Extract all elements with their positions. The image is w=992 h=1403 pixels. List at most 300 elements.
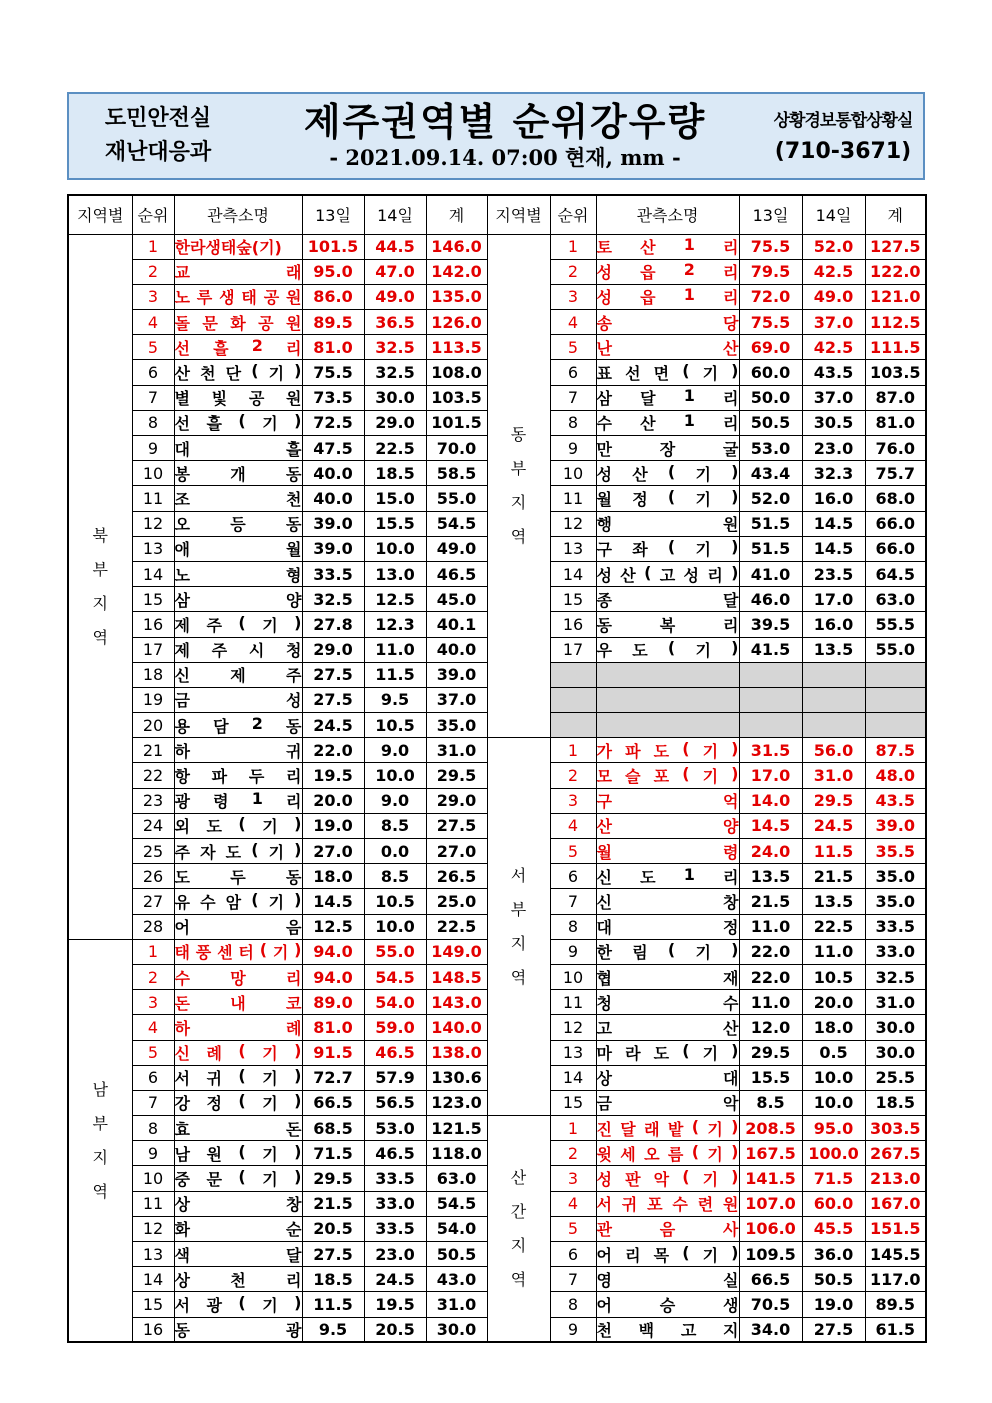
day14-rainfall-cell: 24.5 <box>364 1267 426 1292</box>
station-name-cell <box>596 385 739 410</box>
total-rainfall-cell: 31.0 <box>426 1292 487 1317</box>
station-name-char: 제 <box>174 615 190 635</box>
station-name-cell <box>596 738 739 763</box>
station-name-char: 색 <box>174 1245 190 1265</box>
total-rainfall-cell: 32.5 <box>865 964 926 989</box>
rank-cell: 14 <box>132 1267 174 1292</box>
region-label-char: 산 <box>510 1167 527 1187</box>
station-name-char: 서 <box>174 1069 190 1089</box>
station-name-char: 담 <box>213 716 229 736</box>
rank-cell: 10 <box>132 1166 174 1191</box>
day14-rainfall-cell: 16.0 <box>802 486 865 511</box>
day14-rainfall-cell: 21.5 <box>802 864 865 889</box>
station-name-char: 1 <box>683 285 695 305</box>
station-name-char: 포 <box>653 767 670 787</box>
station-name <box>175 890 302 913</box>
table-header-row <box>68 195 926 234</box>
station-name-char: 터 <box>238 943 254 963</box>
rank-cell: 1 <box>550 738 596 763</box>
day13-rainfall-cell: 66.5 <box>302 1090 364 1115</box>
station-name-char: 금 <box>596 1094 612 1114</box>
day13-rainfall-cell: 20.5 <box>302 1216 364 1241</box>
station-name-char: ( <box>682 1167 690 1187</box>
department-name: 도민안전실 <box>104 106 212 131</box>
station-name-char: 실 <box>723 1270 739 1290</box>
station-name-char: 정 <box>723 918 739 938</box>
day14-rainfall-cell: 33.0 <box>364 1191 426 1216</box>
station-name-char: ( <box>251 361 259 381</box>
total-rainfall-cell: 31.0 <box>426 738 487 763</box>
empty-cell <box>802 713 865 738</box>
station-name <box>597 966 739 989</box>
day13-rainfall-cell: 32.5 <box>302 587 364 612</box>
station-name-char: 사 <box>723 1220 739 1240</box>
station-name-char: 유 <box>174 892 190 912</box>
region-label-cell <box>487 738 550 1116</box>
empty-cell <box>865 713 926 738</box>
day14-rainfall-cell: 100.0 <box>802 1141 865 1166</box>
total-rainfall-cell: 143.0 <box>426 990 487 1015</box>
station-name-char: 정 <box>632 489 648 509</box>
day14-rainfall-cell: 45.5 <box>802 1216 865 1241</box>
station-name-char: 대 <box>174 439 190 459</box>
total-rainfall-cell: 58.5 <box>426 461 487 486</box>
station-name <box>597 411 739 434</box>
station-name-char: 음 <box>659 1220 676 1240</box>
station-name-cell <box>596 259 739 284</box>
station-name-char: ) <box>731 486 739 506</box>
day13-rainfall-cell: 51.5 <box>739 536 802 561</box>
station-name <box>175 739 302 762</box>
station-name-char: 례 <box>206 1044 222 1064</box>
total-rainfall-cell: 103.5 <box>865 360 926 385</box>
total-rainfall-cell: 118.0 <box>426 1141 487 1166</box>
day13-rainfall-cell: 73.5 <box>302 385 364 410</box>
day13-rainfall-cell: 94.0 <box>302 939 364 964</box>
station-name-char: 1 <box>683 235 695 255</box>
station-name-char: 화 <box>174 1220 190 1240</box>
rank-cell: 3 <box>132 284 174 309</box>
station-name-char: 리 <box>286 968 302 988</box>
rank-cell: 1 <box>132 234 174 259</box>
station-name-char: ( <box>682 1242 690 1262</box>
day13-rainfall-cell: 27.5 <box>302 687 364 712</box>
total-rainfall-cell: 113.5 <box>426 335 487 360</box>
day14-rainfall-cell: 22.5 <box>802 914 865 939</box>
station-name-char: ) <box>294 1141 302 1161</box>
region-label-char: 서 <box>510 865 527 885</box>
total-rainfall-cell: 103.5 <box>426 385 487 410</box>
station-name <box>175 940 302 963</box>
day13-rainfall-cell: 29.0 <box>302 637 364 662</box>
day13-rainfall-cell: 47.5 <box>302 436 364 461</box>
station-name-char: 2 <box>251 713 263 733</box>
station-name-cell <box>596 939 739 964</box>
station-name-char: 주 <box>286 666 302 686</box>
day13-rainfall-cell: 34.0 <box>739 1317 802 1342</box>
station-name-char: ( <box>238 1292 246 1312</box>
station-name-char: 백 <box>638 1320 655 1340</box>
station-name-char: 천 <box>596 1320 612 1340</box>
station-name-char: 리 <box>286 792 302 812</box>
station-name-cell <box>596 536 739 561</box>
station-name-char: ) <box>731 1116 739 1136</box>
station-name-char: 달 <box>620 1119 636 1139</box>
total-rainfall-cell: 81.0 <box>865 410 926 435</box>
station-name-char: 달 <box>723 590 739 610</box>
rank-cell: 3 <box>550 788 596 813</box>
rank-cell: 1 <box>550 1116 596 1141</box>
rank-cell: 13 <box>550 1040 596 1065</box>
day14-rainfall-cell: 37.0 <box>802 385 865 410</box>
division-name: 재난대응과 <box>104 140 212 165</box>
station-name <box>175 814 302 837</box>
station-name-char: 창 <box>286 1195 302 1215</box>
day13-rainfall-cell: 15.5 <box>739 1065 802 1090</box>
day14-rainfall-cell: 33.5 <box>364 1166 426 1191</box>
station-name-char: 교 <box>174 263 190 283</box>
day13-rainfall-cell: 51.5 <box>739 511 802 536</box>
day14-rainfall-cell: 18.0 <box>802 1015 865 1040</box>
station-name-char: 산 <box>620 565 636 585</box>
report-timestamp: - 2021.09.14. 07:00 현재, mm - <box>329 145 681 170</box>
day14-rainfall-cell: 16.0 <box>802 612 865 637</box>
total-rainfall-cell: 66.0 <box>865 536 926 561</box>
station-name <box>597 1293 739 1316</box>
station-name-char: 수 <box>723 993 739 1013</box>
station-name-cell <box>596 813 739 838</box>
rank-cell: 16 <box>550 612 596 637</box>
day14-rainfall-cell: 23.5 <box>802 561 865 586</box>
station-name-char: 포 <box>647 1195 663 1215</box>
station-name-char: 진 <box>596 1119 612 1139</box>
station-name <box>175 688 302 711</box>
day14-rainfall-cell: 52.0 <box>802 234 865 259</box>
station-name-cell <box>596 561 739 586</box>
day14-rainfall-cell: 42.5 <box>802 259 865 284</box>
station-name-cell <box>596 1292 739 1317</box>
station-name-char: 성 <box>596 1170 612 1190</box>
station-name <box>597 260 739 283</box>
empty-cell <box>550 687 596 712</box>
station-name-char: ( <box>238 1041 246 1061</box>
station-name-char: 난 <box>596 338 612 358</box>
station-name-cell <box>174 461 302 486</box>
station-name: 한라생태숲(기) <box>174 238 282 258</box>
rank-cell: 8 <box>550 1292 596 1317</box>
day13-rainfall-cell: 72.0 <box>739 284 802 309</box>
station-name-char: 애 <box>174 540 190 560</box>
region-label-char: 지 <box>92 593 108 613</box>
station-name <box>597 940 739 963</box>
day14-rainfall-cell: 11.5 <box>802 839 865 864</box>
station-name-char: ( <box>667 537 676 557</box>
day14-rainfall-cell: 32.3 <box>802 461 865 486</box>
day14-rainfall-cell: 30.5 <box>802 410 865 435</box>
station-name-char: 흘 <box>213 338 229 358</box>
day13-rainfall-cell: 39.0 <box>302 536 364 561</box>
total-rainfall-cell: 30.0 <box>426 1317 487 1342</box>
station-name-char: 성 <box>596 565 612 585</box>
station-name-char: 생 <box>723 1295 739 1315</box>
station-name-char: 1 <box>683 386 695 406</box>
day14-rainfall-cell: 57.9 <box>364 1065 426 1090</box>
total-rainfall-cell: 35.5 <box>865 839 926 864</box>
station-name-char: 리 <box>707 565 723 585</box>
rank-cell: 23 <box>132 788 174 813</box>
station-name-cell <box>174 561 302 586</box>
day13-rainfall-cell: 11.5 <box>302 1292 364 1317</box>
station-name-cell <box>174 410 302 435</box>
station-name-char: 빛 <box>211 389 228 409</box>
rank-cell: 6 <box>132 1065 174 1090</box>
station-name-char: 한 <box>596 943 612 963</box>
day14-rainfall-cell: 22.5 <box>364 436 426 461</box>
station-name-char: 만 <box>596 439 612 459</box>
day14-rainfall-cell: 15.0 <box>364 486 426 511</box>
station-name-char: 산 <box>640 238 656 258</box>
station-name <box>175 1091 302 1114</box>
day14-rainfall-cell: 46.5 <box>364 1141 426 1166</box>
day14-rainfall-cell: 19.5 <box>364 1292 426 1317</box>
region-label-char: 역 <box>510 526 527 546</box>
day13-rainfall-cell: 11.0 <box>739 990 802 1015</box>
station-name-char: 파 <box>625 741 641 761</box>
region-label-char: 남 <box>92 1079 108 1099</box>
station-name-char: 기 <box>262 817 278 837</box>
total-rainfall-cell: 303.5 <box>865 1116 926 1141</box>
total-rainfall-cell: 55.0 <box>426 486 487 511</box>
station-name-char: 도 <box>653 741 670 761</box>
station-name-char: 태 <box>241 288 257 308</box>
total-rainfall-cell: 50.5 <box>426 1242 487 1267</box>
day13-rainfall-cell: 72.7 <box>302 1065 364 1090</box>
day13-rainfall-cell: 14.5 <box>302 889 364 914</box>
day14-rainfall-cell: 11.5 <box>364 662 426 687</box>
station-name-char: 장 <box>659 439 676 459</box>
station-name-char: 중 <box>174 1170 190 1190</box>
day13-rainfall-cell: 89.5 <box>302 310 364 335</box>
station-name-char: 제 <box>174 641 190 661</box>
rainfall-ranking-table <box>67 194 927 1343</box>
day13-rainfall-cell: 79.5 <box>739 259 802 284</box>
station-name-char: 마 <box>596 1044 612 1064</box>
day13-rainfall-cell: 70.5 <box>739 1292 802 1317</box>
total-rainfall-cell: 39.0 <box>426 662 487 687</box>
station-name-char: 월 <box>596 842 612 862</box>
day14-rainfall-cell: 56.0 <box>802 738 865 763</box>
total-rainfall-cell: 35.0 <box>865 864 926 889</box>
total-rainfall-cell: 148.5 <box>426 964 487 989</box>
rank-cell: 15 <box>132 587 174 612</box>
region-label-char: 역 <box>510 1269 527 1289</box>
station-name-char: 흘 <box>286 439 302 459</box>
rank-cell: 22 <box>132 763 174 788</box>
total-rainfall-cell: 101.5 <box>426 410 487 435</box>
day13-rainfall-cell: 39.0 <box>302 511 364 536</box>
station-name-char: 등 <box>230 515 246 535</box>
station-name-char: 굴 <box>723 439 739 459</box>
station-name-char: 청 <box>286 641 302 661</box>
station-name-char: 읍 <box>640 263 656 283</box>
day13-rainfall-cell: 107.0 <box>739 1191 802 1216</box>
station-name-char: 어 <box>596 1245 612 1265</box>
station-name-char: ( <box>691 1141 699 1161</box>
region-label-char: 지 <box>510 1235 527 1255</box>
rank-cell: 3 <box>550 284 596 309</box>
rank-cell: 12 <box>550 1015 596 1040</box>
total-rainfall-cell: 46.5 <box>426 561 487 586</box>
region-label-char: 북 <box>92 525 108 545</box>
day14-rainfall-cell: 0.5 <box>802 1040 865 1065</box>
station-name-cell <box>596 964 739 989</box>
empty-cell <box>596 662 739 687</box>
station-name-char: 태 <box>174 943 190 963</box>
station-name <box>597 311 739 334</box>
rank-cell: 26 <box>132 864 174 889</box>
station-name-char: 선 <box>625 364 641 384</box>
total-rainfall-cell: 33.0 <box>865 939 926 964</box>
day14-rainfall-cell: 23.0 <box>802 436 865 461</box>
station-name-char: 1 <box>683 864 695 884</box>
station-name-char: 가 <box>596 741 612 761</box>
rank-cell: 7 <box>550 385 596 410</box>
station-name <box>175 311 302 334</box>
rank-cell: 9 <box>550 436 596 461</box>
station-name-char: 령 <box>723 842 739 862</box>
station-name-char: ( <box>259 940 267 960</box>
total-rainfall-cell: 75.7 <box>865 461 926 486</box>
region-label-char: 역 <box>510 967 527 987</box>
station-name <box>175 361 302 384</box>
station-name-char: 항 <box>174 767 190 787</box>
rank-cell: 6 <box>550 864 596 889</box>
station-name-char: 신 <box>596 892 612 912</box>
day13-rainfall-cell: 106.0 <box>739 1216 802 1241</box>
station-name <box>597 336 739 359</box>
total-rainfall-cell: 108.0 <box>426 360 487 385</box>
day13-rainfall-cell: 19.0 <box>302 813 364 838</box>
rank-cell: 27 <box>132 889 174 914</box>
station-name-cell <box>596 511 739 536</box>
day14-rainfall-cell: 12.3 <box>364 612 426 637</box>
station-name-char: 조 <box>174 489 190 509</box>
station-name-char: 대 <box>596 918 612 938</box>
col-header-station: 관측소명 <box>596 195 739 234</box>
station-name-cell <box>596 486 739 511</box>
total-rainfall-cell: 63.0 <box>426 1166 487 1191</box>
station-name-cell <box>596 360 739 385</box>
station-name-char: ) <box>731 562 739 582</box>
station-name-cell <box>174 813 302 838</box>
day14-rainfall-cell: 19.0 <box>802 1292 865 1317</box>
day13-rainfall-cell: 11.0 <box>739 914 802 939</box>
rank-cell: 14 <box>550 561 596 586</box>
station-name-char: ) <box>731 461 739 481</box>
station-name-cell <box>174 1040 302 1065</box>
station-name-cell <box>174 536 302 561</box>
station-name-char: ) <box>294 411 302 431</box>
station-name <box>175 1217 302 1240</box>
station-name-char: 라 <box>625 1044 641 1064</box>
station-name <box>175 638 302 661</box>
day14-rainfall-cell: 36.0 <box>802 1242 865 1267</box>
col-header-total: 계 <box>865 195 926 234</box>
station-name <box>597 638 739 661</box>
station-name-char: ( <box>238 1141 246 1161</box>
rank-cell: 10 <box>550 964 596 989</box>
station-name-char: 기 <box>262 1044 278 1064</box>
total-rainfall-cell: 30.0 <box>865 1040 926 1065</box>
station-name-char: 리 <box>723 867 739 887</box>
day14-rainfall-cell: 0.0 <box>364 839 426 864</box>
station-name-char: 구 <box>596 540 612 560</box>
total-rainfall-cell: 111.5 <box>865 335 926 360</box>
station-name-char: 천 <box>286 489 302 509</box>
station-name-cell <box>174 259 302 284</box>
station-name-char: 내 <box>230 993 246 1013</box>
station-name-char: 례 <box>286 1018 302 1038</box>
station-name-cell <box>596 310 739 335</box>
station-name-char: 당 <box>723 313 739 333</box>
total-rainfall-cell: 25.0 <box>426 889 487 914</box>
total-rainfall-cell: 54.0 <box>426 1216 487 1241</box>
empty-cell <box>596 713 739 738</box>
rank-cell: 13 <box>550 536 596 561</box>
rank-cell: 17 <box>550 637 596 662</box>
station-name-char: 표 <box>596 364 612 384</box>
day14-rainfall-cell: 43.5 <box>802 360 865 385</box>
total-rainfall-cell: 45.0 <box>426 587 487 612</box>
day13-rainfall-cell: 17.0 <box>739 763 802 788</box>
station-name-char: 수 <box>672 1195 688 1215</box>
station-name-char: 도 <box>640 867 656 887</box>
station-name-char: 루 <box>196 288 213 308</box>
day13-rainfall-cell: 75.5 <box>739 310 802 335</box>
station-name-char: 기 <box>695 540 711 560</box>
rank-cell: 19 <box>132 687 174 712</box>
station-name <box>175 1293 302 1316</box>
col-header-day13: 13일 <box>739 195 802 234</box>
station-name-cell <box>174 914 302 939</box>
day13-rainfall-cell: 13.5 <box>739 864 802 889</box>
station-name-char: 리 <box>625 1245 641 1265</box>
rank-cell: 11 <box>132 1191 174 1216</box>
station-name-char: ) <box>731 940 739 960</box>
day14-rainfall-cell: 55.0 <box>364 939 426 964</box>
station-name-char: 관 <box>596 1220 612 1240</box>
station-name <box>597 437 739 460</box>
rank-cell: 2 <box>132 964 174 989</box>
empty-cell <box>802 662 865 687</box>
situation-room-name: 상황경보통합상황실 <box>773 111 913 131</box>
station-name-char: 산 <box>174 364 190 384</box>
total-rainfall-cell: 63.0 <box>865 587 926 612</box>
station-name-char: 수 <box>200 892 216 912</box>
station-name-cell <box>596 612 739 637</box>
station-name-char: ) <box>294 1292 302 1312</box>
station-name-char: 산 <box>632 464 648 484</box>
station-name-char: 도 <box>206 817 222 837</box>
station-name-char: 수 <box>596 414 612 434</box>
day14-rainfall-cell: 47.0 <box>364 259 426 284</box>
station-name-char: ) <box>731 638 739 658</box>
rank-cell: 4 <box>550 310 596 335</box>
station-name-cell <box>596 637 739 662</box>
station-name <box>597 285 739 308</box>
rank-cell: 20 <box>132 713 174 738</box>
station-name <box>597 1318 739 1341</box>
